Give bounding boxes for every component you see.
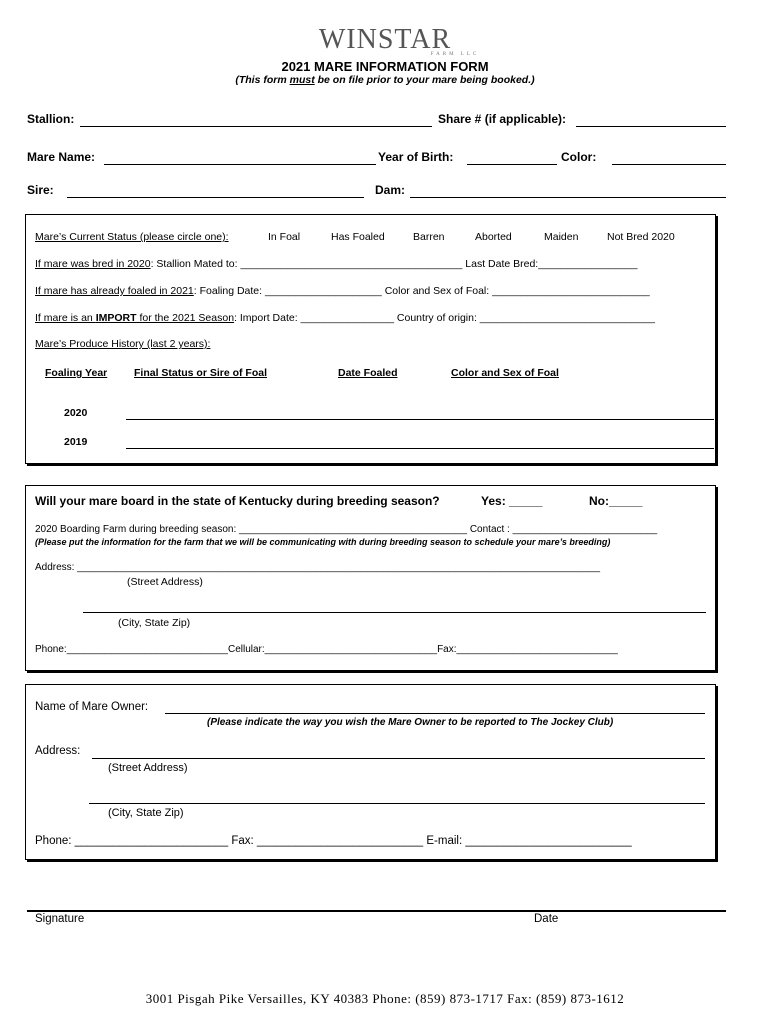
year-2019: 2019 [64, 436, 88, 448]
header-final-status: Final Status or Sire of Foal [134, 367, 268, 379]
owner-name-field[interactable] [165, 713, 705, 714]
winstar-logo: WINSTAR [318, 24, 452, 55]
mare-name-field[interactable] [104, 164, 376, 165]
year-of-birth-field[interactable] [467, 164, 557, 165]
form-subtitle: (This form must be on file prior to your mare being booked.) [235, 74, 535, 86]
header-foaling-year: Foaling Year [45, 367, 108, 379]
boarding-farm-note: (Please put the information for the farm that we will be communicating with during breeding season to schedule your mare’s breeding) [35, 537, 611, 547]
year-of-birth-label: Year of Birth: [378, 150, 454, 164]
owner-city-field[interactable] [89, 803, 705, 804]
owner-address-label: Address: [35, 745, 81, 757]
status-option-barren[interactable]: Barren [413, 231, 445, 243]
owner-phone-line[interactable]: Phone: ________________________ Fax: __________________________ E-mail: __________________________ [35, 835, 632, 847]
sire-field[interactable] [67, 197, 364, 198]
status-option-maiden[interactable]: Maiden [544, 231, 579, 243]
board-question: Will your mare board in the state of Kentucky during breeding season? [35, 494, 440, 508]
owner-city-hint: (City, State Zip) [108, 807, 184, 819]
sire-label: Sire: [27, 183, 54, 197]
color-label: Color: [561, 150, 597, 164]
bred-2020-line[interactable]: If mare was bred in 2020: Stallion Mated to: ______________________________________ Last Date Bred:_________________ [35, 258, 638, 270]
status-option-has-foaled[interactable]: Has Foaled [331, 231, 385, 243]
status-label: Mare’s Current Status (please circle one): [35, 231, 229, 243]
owner-address-field[interactable] [92, 758, 705, 759]
year-2020: 2020 [64, 407, 88, 419]
boarding-street-hint: (Street Address) [127, 576, 203, 588]
mare-name-label: Mare Name: [27, 150, 96, 164]
stallion-field[interactable] [80, 126, 432, 127]
board-no[interactable]: No:_____ [589, 494, 643, 508]
status-option-not-bred[interactable]: Not Bred 2020 [607, 231, 675, 243]
boarding-farm-line[interactable]: 2020 Boarding Farm during breeding season: _________________________________________ Contact : __________________________ [35, 524, 658, 535]
header-color-sex: Color and Sex of Foal [451, 367, 559, 379]
stallion-label: Stallion: [27, 112, 75, 126]
import-line[interactable]: If mare is an IMPORT for the 2021 Season: Import Date: ________________ Country of origin: ______________________________ [35, 312, 655, 324]
share-field[interactable] [576, 126, 726, 127]
owner-name-label: Name of Mare Owner: [35, 701, 149, 713]
produce-history-label: Mare’s Produce History (last 2 years): [35, 338, 211, 350]
dam-label: Dam: [375, 183, 406, 197]
board-yes[interactable]: Yes: _____ [481, 494, 543, 508]
produce-row-2020[interactable] [126, 419, 714, 420]
owner-street-hint: (Street Address) [108, 762, 188, 774]
boarding-phone-line[interactable]: Phone:_____________________________Cellular:_______________________________Fax:_____________________________ [35, 644, 618, 655]
color-field[interactable] [612, 164, 726, 165]
footer-address: 3001 Pisgah Pike Versailles, KY 40383 Phone: (859) 873-1717 Fax: (859) 873-1612 [145, 991, 625, 1006]
logo-subtext: FARM LLC [430, 52, 480, 57]
signature-label: Signature [35, 913, 85, 925]
foaled-2021-line[interactable]: If mare has already foaled in 2021: Foaling Date: ____________________ Color and Sex of Foal: ___________________________ [35, 285, 650, 297]
owner-name-note: (Please indicate the way you wish the Mare Owner to be reported to The Jockey Club) [207, 717, 614, 728]
status-option-in-foal[interactable]: In Foal [268, 231, 301, 243]
boarding-address-line[interactable]: Address: ______________________________________________________________________________________________ [35, 562, 601, 573]
boarding-city-hint: (City, State Zip) [118, 617, 191, 629]
share-label: Share # (if applicable): [438, 112, 567, 126]
signature-line[interactable] [27, 910, 726, 912]
form-title: 2021 MARE INFORMATION FORM [281, 59, 489, 74]
dam-field[interactable] [410, 197, 726, 198]
date-label: Date [534, 913, 559, 925]
header-date-foaled: Date Foaled [338, 367, 398, 379]
boarding-city-field[interactable] [83, 612, 706, 613]
status-option-aborted[interactable]: Aborted [475, 231, 512, 243]
produce-row-2019[interactable] [126, 448, 714, 449]
